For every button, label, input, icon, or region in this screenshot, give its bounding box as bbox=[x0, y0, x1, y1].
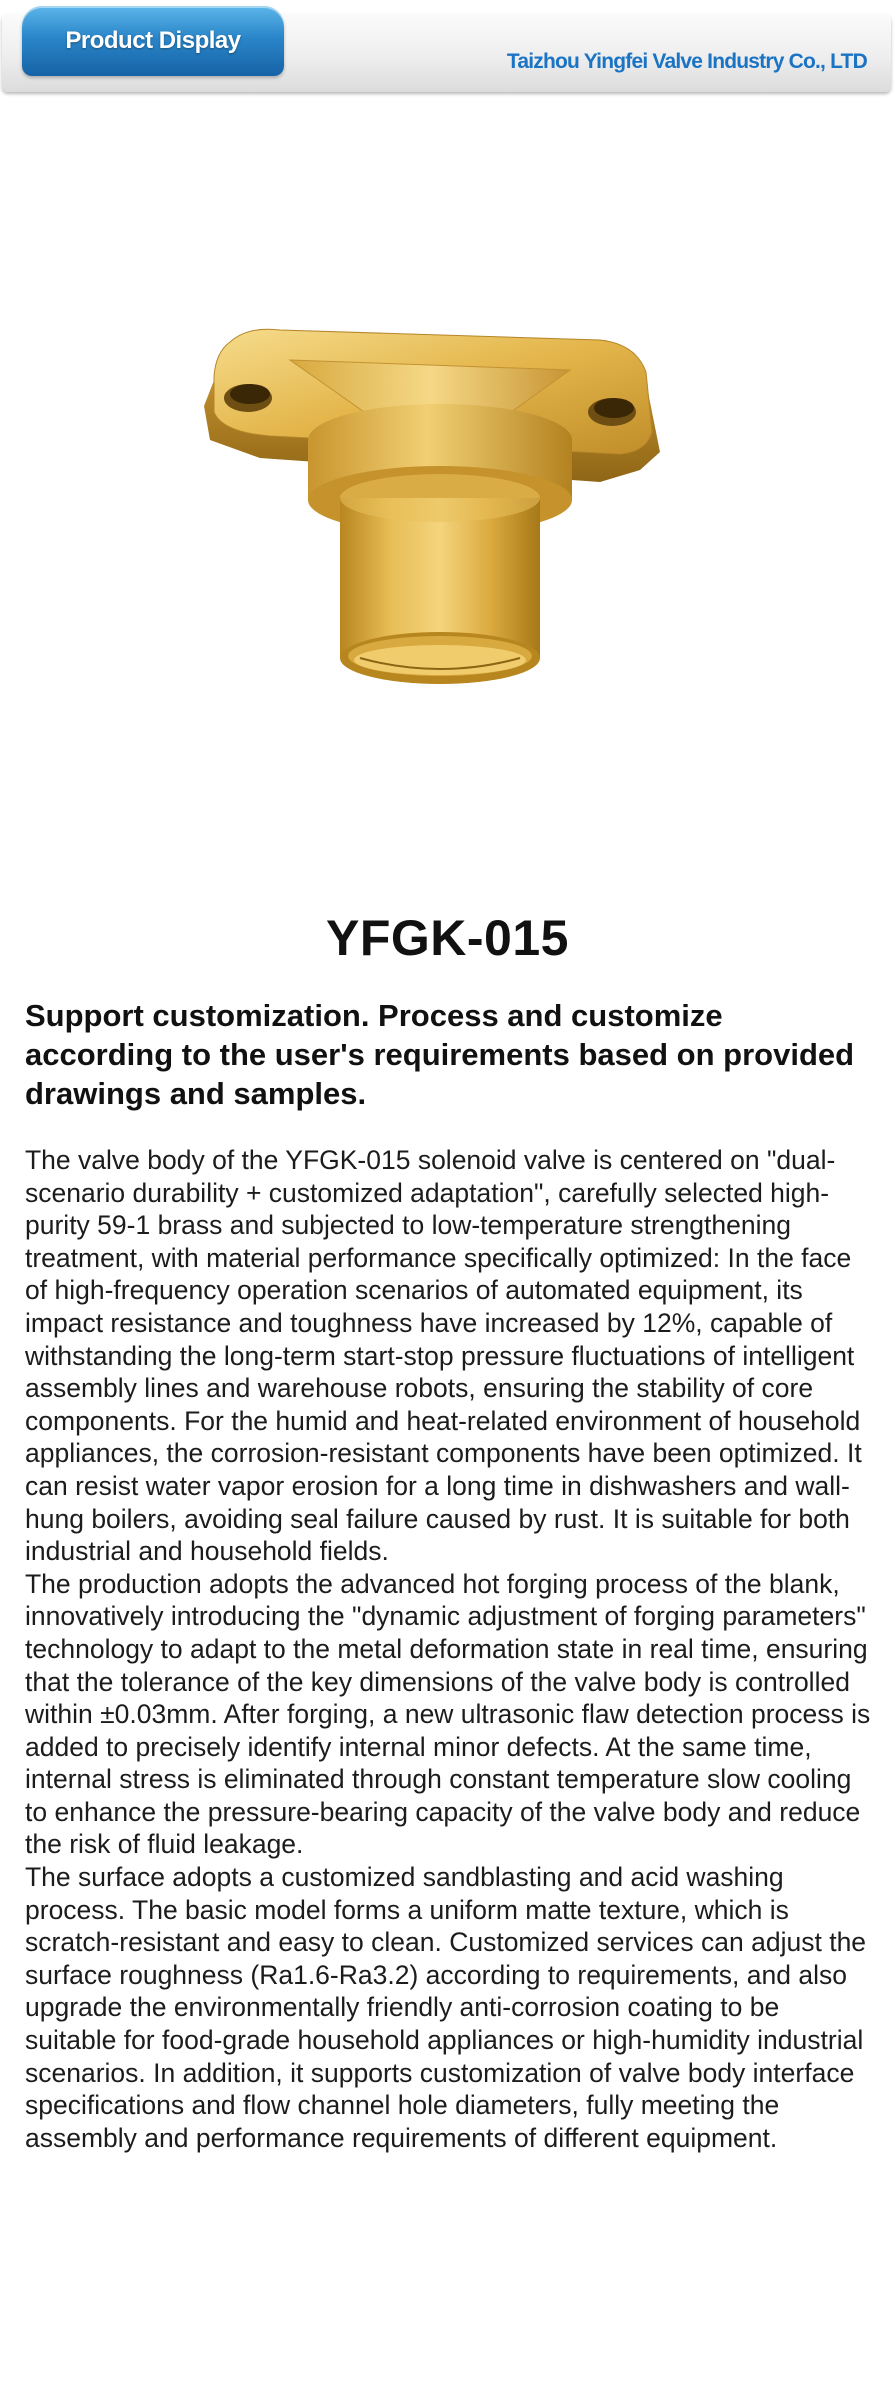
customization-subtitle: Support customization. Process and customize according to the user's requirements based on provided drawings and samples. bbox=[25, 998, 855, 1111]
company-name: Taizhou Yingfei Valve Industry Co., LTD bbox=[506, 50, 867, 73]
model-title: YFGK-015 bbox=[326, 910, 569, 966]
product-display-label: Product Display bbox=[65, 27, 241, 54]
description-paragraph-surface: The surface adopts a customized sandblasting and acid washing process. The basic model forms a uniform matte texture, which is scratch-resistant and easy to clean. Customized services can adjust the surface roughness (Ra1.6-Ra3.2) according to requirements, and also upgrade the environmentally friendly anti-corrosion coating to be suitable for food-grade household appliances or high-humidity industrial scenarios. In addition, it supports customization of valve body interface specifications and flow channel hole diameters, fully meeting the assembly and performance requirements of different equipment. bbox=[25, 1862, 867, 2153]
description-body bbox=[25, 1144, 875, 2154]
description-paragraph-production: The production adopts the advanced hot forging process of the blank, innovatively introducing the "dynamic adjustment of forging parameters" technology to adapt to the metal deformation state in real time, ensuring that the tolerance of the key dimensions of the valve body is controlled within ±0.03mm. After forging, a new ultrasonic flaw detection process is added to precisely identify internal minor defects. At the same time, internal stress is eliminated through constant temperature slow cooling to enhance the pressure-bearing capacity of the valve body and reduce the risk of fluid leakage. bbox=[25, 1568, 871, 1860]
description-paragraph-material: The valve body of the YFGK-015 solenoid valve is centered on "dual-scenario durability + customized adaptation", carefully selected high-purity 59-1 brass and subjected to low-temperature strengthening treatment, with material performance specifically optimized: In the face of high-frequency operation scenarios of automated equipment, its impact resistance and toughness have increased by 12%, capable of withstanding the long-term start-stop pressure fluctuations of intelligent assembly lines and warehouse robots, ensuring the stability of core components. For the humid and heat-related environment of household appliances, the corrosion-resistant components have been optimized. It can resist water vapor erosion for a long time in dishwashers and wall-hung boilers, avoiding seal failure caused by rust. It is suitable for both industrial and household fields. bbox=[25, 1145, 862, 1567]
header-banner bbox=[0, 0, 895, 100]
product-image bbox=[200, 320, 680, 720]
